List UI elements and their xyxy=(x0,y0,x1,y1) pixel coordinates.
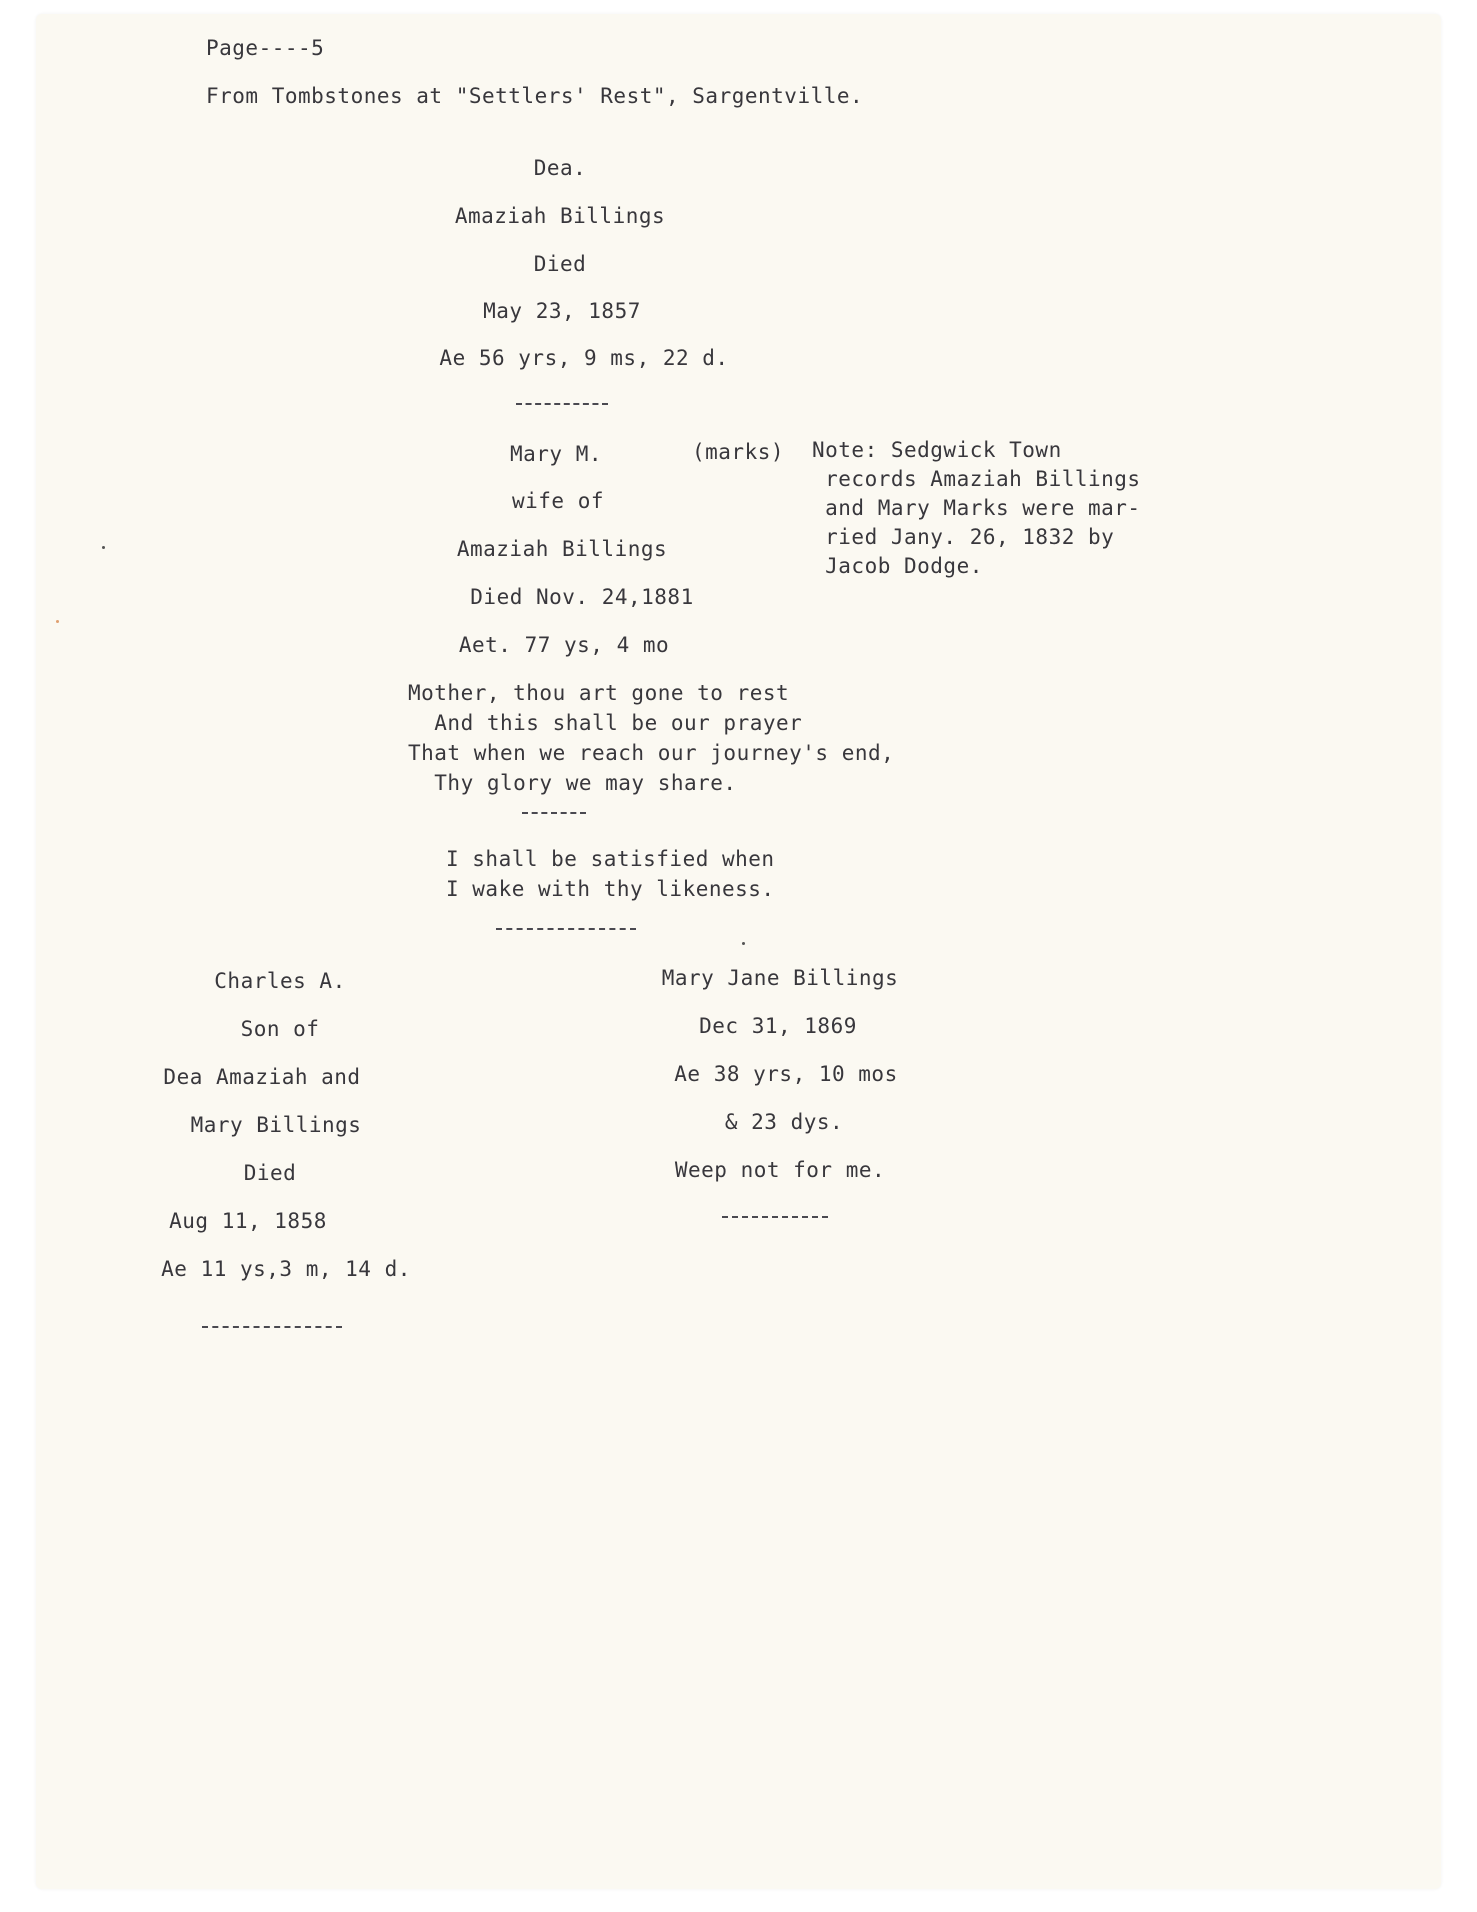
note-line: Jacob Dodge. xyxy=(812,554,983,578)
page-number: Page----5 xyxy=(206,36,325,60)
stone3-parent2: Mary Billings xyxy=(190,1113,362,1137)
stone2-relation: wife of xyxy=(511,489,605,513)
stone2-name: Mary M. xyxy=(509,442,603,466)
divider xyxy=(516,403,608,405)
stone4-date: Dec 31, 1869 xyxy=(699,1014,857,1038)
divider xyxy=(722,1216,828,1218)
note-line: records Amaziah Billings xyxy=(812,467,1141,491)
stone1-title: Dea. xyxy=(533,156,587,180)
stone2-age: Aet. 77 ys, 4 mo xyxy=(458,633,670,657)
stone2-spouse: Amaziah Billings xyxy=(456,537,668,561)
note-line: ried Jany. 26, 1832 by xyxy=(812,525,1115,549)
paper-speck xyxy=(102,546,105,549)
stone2-marks: (marks) xyxy=(692,440,785,464)
verse-line: That when we reach our journey's end, xyxy=(408,741,895,765)
paper-speck xyxy=(742,942,745,945)
stone3-relation: Son of xyxy=(240,1017,320,1041)
stone4-epitaph: Weep not for me. xyxy=(674,1158,886,1182)
verse-line: Mother, thou art gone to rest xyxy=(408,681,790,705)
stone3-died: Died xyxy=(243,1161,297,1185)
epitaph xyxy=(446,844,775,904)
source-heading: From Tombstones at "Settlers' Rest", Sargentville. xyxy=(206,84,864,108)
stone3-name: Charles A. xyxy=(214,969,346,993)
stone3-parent: Dea Amaziah and xyxy=(163,1065,361,1089)
paper-speck xyxy=(56,620,59,623)
stone3-date: Aug 11, 1858 xyxy=(169,1209,327,1233)
note-line: and Mary Marks were mar- xyxy=(812,496,1141,520)
divider xyxy=(202,1326,342,1328)
note-line: Note: Sedgwick Town xyxy=(812,438,1062,462)
verse-line: And this shall be our prayer xyxy=(408,711,803,735)
epitaph-line: I shall be satisfied when xyxy=(446,847,775,871)
verse xyxy=(408,678,894,798)
marriage-note xyxy=(812,436,1141,581)
document-page xyxy=(36,14,1441,1889)
stone1-died: Died xyxy=(533,252,587,276)
stone1-age: Ae 56 yrs, 9 ms, 22 d. xyxy=(439,346,729,370)
verse-line: Thy glory we may share. xyxy=(408,771,737,795)
epitaph-line: I wake with thy likeness. xyxy=(446,877,775,901)
divider xyxy=(496,928,636,930)
stone4-age: Ae 38 yrs, 10 mos xyxy=(674,1062,898,1086)
stone1-name: Amaziah Billings xyxy=(454,204,666,228)
stone4-name: Mary Jane Billings xyxy=(661,966,899,990)
stone4-age-days: & 23 dys. xyxy=(724,1110,844,1134)
stone3-age: Ae 11 ys,3 m, 14 d. xyxy=(161,1257,411,1281)
divider xyxy=(522,812,586,814)
stone1-date: May 23, 1857 xyxy=(483,299,641,323)
stone2-died: Died Nov. 24,1881 xyxy=(470,585,694,609)
